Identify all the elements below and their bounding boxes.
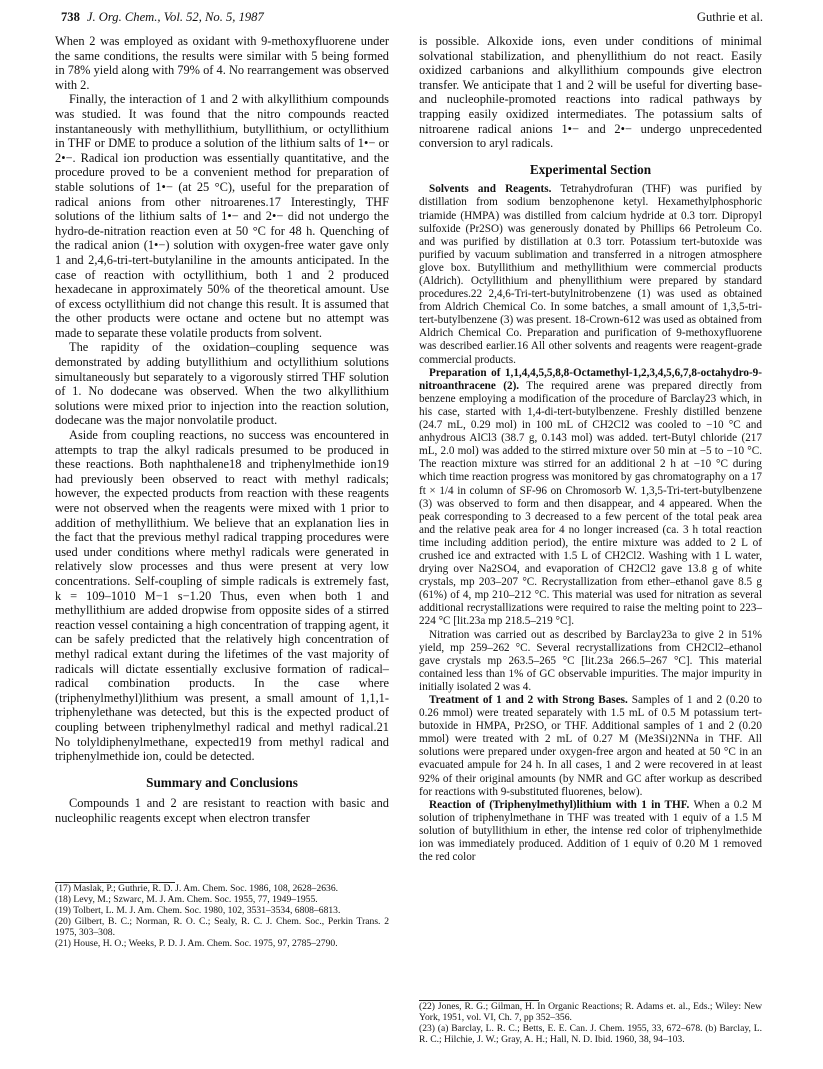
paragraph-text: Nitration was carried out as described by Barclay23a to give 2 in 51% yield, mp 259–262 °C. Several recrystallizations from CH2Cl2–ethanol gave crystals mp 263.5–265 °C [lit.23a 266.5–267 °C]. This material contained less than 1% of GC observable impurities. The major impurity in initially isolated 2 was 4. xyxy=(419,628,762,693)
footnotes-right xyxy=(419,1000,762,1045)
experimental-body xyxy=(419,183,762,864)
paragraph: Aside from coupling reactions, no success was encountered in attempts to trap the alkyl radicals presumed to be produced in these reactions. Both naphthalene18 and triphenylmethide ion19 had previously been observed to react with methyl radicals; however, the expected products from reaction with these reagents were not observed when the reagents were mixed with 1 prior to addition of methyllithium. We believe that an explanation lies in the fact that the previous methyl radical trapping procedures were used under conditions where methyl radicals were generated in relatively slow processes and thus were present at very low concentrations. Self-coupling of simple radicals is extremely fast, k = 109–1010 M−1 s−1.20 Thus, even when both 1 and methyllithium are added dropwise from opposite sides of a stirred reaction vessel containing a high concentration of trapping agent, it can be safely predicted that the relatively high concentration of methyl radical extant during the lifetimes of the vast majority of radicals will dictate essentially exclusive formation of radical–radical combination products. In the case where (triphenylmethyl)lithium was present, a small amount of 1,1,1-triphenylethane was detected, but this is the expected product of coupling between triphenylmethyl radical and methyl radical.21 No tolyldiphenylmethane, expected19 from methyl radical and triphenylmethide ion, could be detected. xyxy=(55,428,389,764)
footnote: (18) Levy, M.; Szwarc, M. J. Am. Chem. Soc. 1955, 77, 1949–1955. xyxy=(55,894,318,906)
paragraph xyxy=(419,799,762,864)
footnote: (21) House, H. O.; Weeks, P. D. J. Am. Chem. Soc. 1975, 97, 2785–2790. xyxy=(55,938,338,950)
paragraph-heading: Reaction of (Triphenylmethyl)lithium with 1 in THF. xyxy=(429,798,690,811)
paragraph xyxy=(419,183,762,366)
running-author: Guthrie et al. xyxy=(696,10,763,24)
paragraph-text: Samples of 1 and 2 (0.20 to 0.26 mmol) were treated separately with 1.5 mL of 0.5 M potassium tert-butoxide in HMPA, Pr2SO, or THF. Additional samples of 1 and 2 (0.20 mmol) were treated with 2 mL of 0.27 M (Me3Si)2NNa in THF. All solutions were prepared under oxygen-free argon and heated at 50 °C in an evacuated ampule for 24 h. In all cases, 1 and 2 were recovered in at least 92% of their original amounts (by NMR and GC after workup as described for reactions with 9-substituted fluorenes, below). xyxy=(419,694,762,798)
footnotes-left xyxy=(55,882,389,950)
section-heading-summary: Summary and Conclusions xyxy=(146,774,298,790)
left-column xyxy=(55,34,389,825)
footnote: (17) Maslak, P.; Guthrie, R. D. J. Am. Chem. Soc. 1986, 108, 2628–2636. xyxy=(55,883,339,894)
paragraph-heading: Solvents and Reagents. xyxy=(429,183,552,196)
paragraph: When 2 was employed as oxidant with 9-methoxyfluorene under the same conditions, the results were similar with 5 being formed in 78% yield along with 79% of 4. No rearrangement was observed with 2. xyxy=(55,34,389,92)
footnote: (23) (a) Barclay, L. R. C.; Betts, E. E. Can. J. Chem. 1955, 33, 672–678. (b) Barclay, L. R. C.; Hilchie, J. W.; Gray, A. H.; Hall, N. D. Ibid. 1960, 38, 94–103. xyxy=(419,1023,762,1046)
paragraph-text: The required arene was prepared directly from benzene employing a modification of the procedure of Barclay23 which, in his case, started with 1,4-di-tert-butylbenzene. Freshly distilled benzene (24.7 mL, 0.29 mol) in 100 mL of CH2Cl2 was cooled to −10 °C and anhydrous AlCl3 (38.7 g, 0.143 mol) was added. tert-Butyl chloride (217 mL, 2.0 mol) was added to the stirred mixture over 50 min at −5 to −10 °C. The reaction mixture was stirred for an additional 2 h at −10 °C during which time reaction progress was monitored by gas chromatography on a 17 ft × 1/4 in column of SF-96 on Chromosorb W. 1,3,5-Tri-tert-butylbenzene (3) was observed to form and then disappear, and 4 appeared. When the peak corresponding to 3 decreased to a few percent of the total peak area and the relative peak area for 4 no longer increased (ca. 3 h total reaction time including addition period), the entire mixture was added to 2 L of crushed ice and extracted with 1.5 L of CH2Cl2. Washing with 1 L water, drying over Na2SO4, and evaporation of CH2Cl2 gave 13.8 g of white crystals, mp 203–207 °C. Recrystallization from ether–ethanol gave 8.5 g (61%) of 4, mp 210–212 °C. This material was used for nitration as several additional recrystallizations were required to raise the melting point to 223–224 °C [lit.23a mp 218.5–219 °C]. xyxy=(419,379,762,628)
page-header xyxy=(61,10,763,30)
footnote: (22) Jones, R. G.; Gilman, H. In Organic Reactions; R. Adams et. al., Eds.; Wiley: New York, 1951, vol. VI, Ch. 7, pp 352–356. xyxy=(419,1001,762,1024)
paragraph-text: When a 0.2 M solution of triphenylmethane in THF was treated with 1 equiv of a 1.5 M solution of butyllithium in ether, the intense red color of triphenylmethide ion was immediately produced. Addition of 1 equiv of 0.20 M 1 removed the red color xyxy=(419,798,762,864)
paragraph: Finally, the interaction of 1 and 2 with alkyllithium compounds was studied. It was found that the nitro compounds reacted instantaneously with methyllithium, butyllithium, or octyllithium in THF or DME to produce a solution of the lithium salts of 1•− or 2•−. Radical ion production was essentially quantitative, and the procedure proved to be a convenient method for preparation of stable solutions of 1•− (at 25 °C), useful for the preparation of radical anions from other nitroarenes.17 Interestingly, THF solutions of the lithium salts of 1•− and 2•− did not undergo the hydro-de-nitration reaction even at 50 °C for 48 h. Quenching of the radical anion (1•−) solution with oxygen-free water gave only 1 and 2,4,6-tri-tert-butylaniline in the amounts anticipated. In the case of reaction with octyllithium, both 1 and 2 produced hexadecane in approximately 50% of the theoretical amount. Use of excess octyllithium did not change this result. It is assumed that the other products were octane and octene but no attempt was made to separate these volatile products from solvent. xyxy=(55,92,389,340)
paragraph-heading: Treatment of 1 and 2 with Strong Bases. xyxy=(429,694,628,706)
paragraph xyxy=(419,629,762,694)
paragraph-heading: Preparation of 1,1,4,4,5,5,8,8-Octamethyl-1,2,3,4,5,6,7,8-octahydro-9-nitroanthracene (2). xyxy=(419,366,762,392)
journal-citation: J. Org. Chem., Vol. 52, No. 5, 1987 xyxy=(86,10,264,24)
paragraph: is possible. Alkoxide ions, even under conditions of minimal solvational stabilization, and phenyllithium do not react. Easily oxidized carbanions and alkyllithium compounds give electron transfer. We anticipate that 1 and 2 will be useful for diverting base- and nucleophile-promoted reactions into radical pathways by trapping easily oxidized intermediates. The potassium salts of nitroarene radical anions 1•− and 2•− undergo unprecedented conversion to aryl radicals. xyxy=(419,34,762,151)
footnote: (20) Gilbert, B. C.; Norman, R. O. C.; Sealy, R. C. J. Chem. Soc., Perkin Trans. 2 1975, 303–308. xyxy=(55,916,389,939)
paragraph: The rapidity of the oxidation–coupling sequence was demonstrated by adding butyllithium and octyllithium solutions simultaneously but separately to a vigorously stirred THF solution of 1. No dodecane was observed. When the two alkyllithium solutions were mixed prior to injection into the reaction solution, dodecane was the major nonvolatile product. xyxy=(55,340,389,428)
right-column xyxy=(419,34,762,864)
header-left xyxy=(61,10,264,25)
paragraph-text: Tetrahydrofuran (THF) was purified by distillation from sodium benzophenone ketyl. Hexamethylphosphoric triamide (HMPA) was distilled from calcium hydride at 0.3 torr. Dipropyl sulfoxide (Pr2SO) was generously donated by Phillips 66 Petroleum Co. and was purified by distillation at 0.3 torr. Potassium tert-butoxide was purified by vacuum sublimation and transferred in a nitrogen atmosphere glove box. Butyllithium and methyllithium were commercial products (Aldrich). Octyllithium and phenyllithium were prepared by standard procedures.22 2,4,6-Tri-tert-butylnitrobenzene (1) was used as obtained from Aldrich Chemical Co. In some batches, a small amount of 1,3,5-tri-tert-butylbenzene (3) was present. 18-Crown-612 was used as obtained from Aldrich Chemical Co. Preparation and purification of 9-methoxyfluorene was described earlier.16 All other solvents and reagents were reagent-grade commercial products. xyxy=(419,183,763,366)
paragraph xyxy=(419,694,762,799)
page-number: 738 xyxy=(61,10,80,24)
paragraph: Compounds 1 and 2 are resistant to reaction with basic and nucleophilic reagents except when electron transfer xyxy=(55,796,389,825)
paragraph xyxy=(419,367,762,629)
section-heading-experimental: Experimental Section xyxy=(529,161,652,177)
footnote: (19) Tolbert, L. M. J. Am. Chem. Soc. 1980, 102, 3531–3534, 6808–6813. xyxy=(55,905,341,917)
